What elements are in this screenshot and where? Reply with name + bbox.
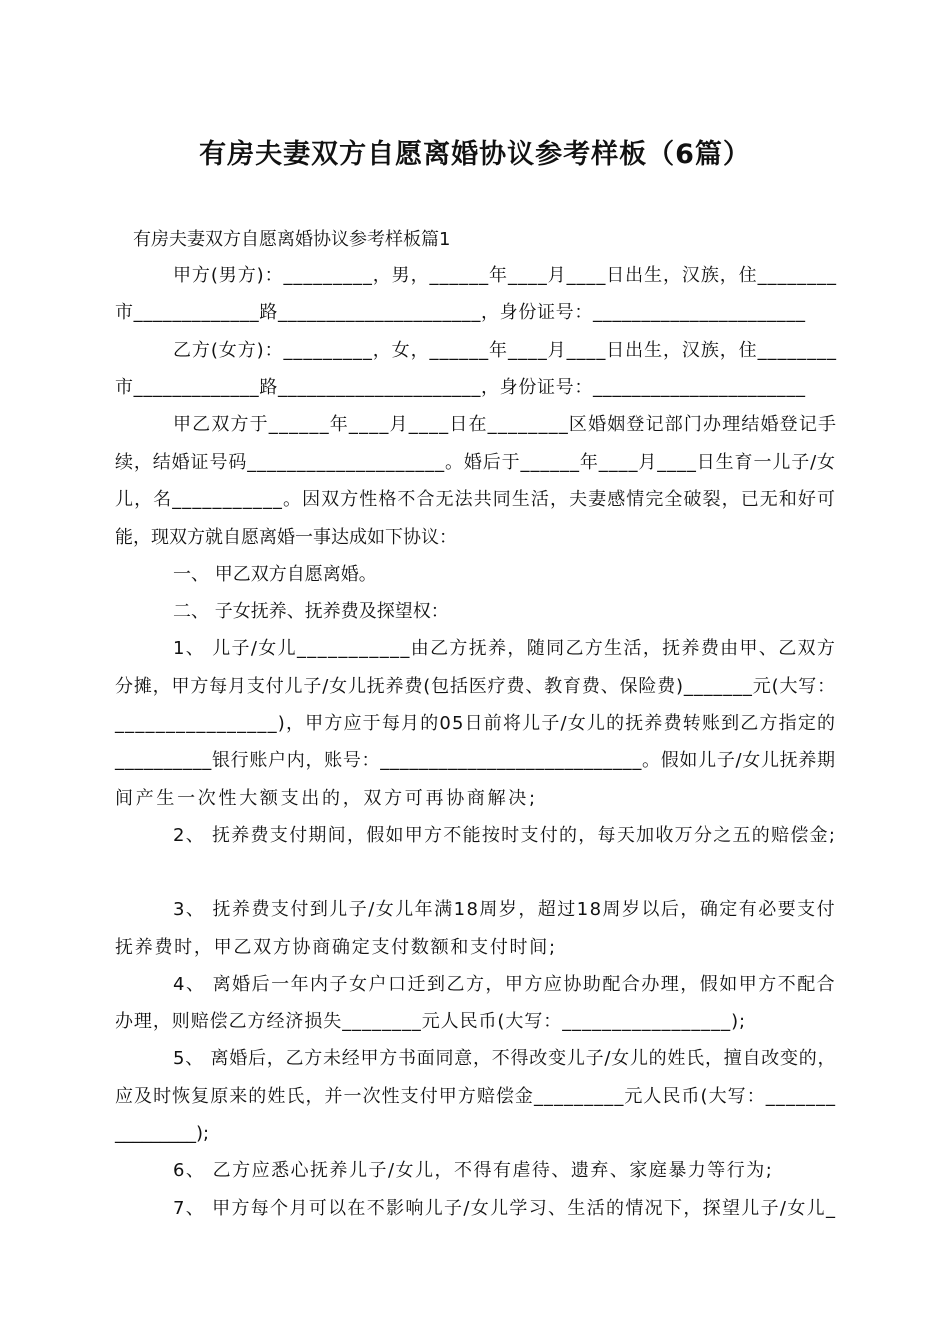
sub-clause-line: __________银行账户内，账号：___________________________。假如儿子/女儿抚养期 xyxy=(115,750,836,771)
section-heading: 有房夫妻双方自愿离婚协议参考样板篇1 xyxy=(133,229,451,250)
document-title: 有房夫妻双方自愿离婚协议参考样板（6篇） xyxy=(199,139,751,170)
sub-clause-line: 4、 离婚后一年内子女户口迁到乙方，甲方应协助配合办理，假如甲方不配合 xyxy=(173,974,837,995)
sub-clause-line: 抚养费时，甲乙双方协商确定支付数额和支付时间; xyxy=(115,937,557,958)
sub-clause-line: ________________)，甲方应于每月的05日前将儿子/女儿的抚养费转账到乙方指定的 xyxy=(115,713,837,734)
sub-clause-line: 应及时恢复原来的姓氏，并一次性支付甲方赔偿金_________元人民币(大写：_______ xyxy=(115,1086,837,1107)
sub-clause-line: _________); xyxy=(115,1123,210,1144)
sub-clause-line: 间产生一次性大额支出的，双方可再协商解决; xyxy=(115,788,538,809)
sub-clause-line: 办理，则赔偿乙方经济损失________元人民币(大写：_________________); xyxy=(115,1011,747,1032)
sub-clause-line: 3、 抚养费支付到儿子/女儿年满18周岁，超过18周岁以后，确定有必要支付 xyxy=(173,899,837,920)
paragraph-line: 甲乙双方于______年____月____日在________区婚姻登记部门办理结婚登记手 xyxy=(173,414,838,435)
sub-clause-line: 2、 抚养费支付期间，假如甲方不能按时支付的，每天加收万分之五的赔偿金; xyxy=(173,825,837,846)
paragraph-line: 市_____________路_____________________，身份证号：______________________ xyxy=(115,377,806,398)
sub-clause-line: 分摊，甲方每月支付儿子/女儿抚养费(包括医疗费、教育费、保险费)_______元(大写： xyxy=(115,676,836,697)
paragraph-line: 儿，名___________。因双方性格不合无法共同生活，夫妻感情完全破裂，已无和好可 xyxy=(115,489,837,510)
paragraph-line: 能，现双方就自愿离婚一事达成如下协议： xyxy=(115,527,457,548)
sub-clause-line: 1、 儿子/女儿___________由乙方抚养，随同乙方生活，抚养费由甲、乙双方 xyxy=(173,638,837,659)
clause-item: 一、 甲乙双方自愿离婚。 xyxy=(173,564,377,585)
sub-clause-line: 6、 乙方应悉心抚养儿子/女儿，不得有虐待、遗弃、家庭暴力等行为; xyxy=(173,1160,774,1181)
paragraph-line: 甲方(男方)：_________，男，______年____月____日出生，汉族，住________ xyxy=(173,265,837,286)
paragraph-line: 乙方(女方)：_________，女，______年____月____日出生，汉族，住________ xyxy=(173,340,837,361)
clause-item: 二、 子女抚养、抚养费及探望权： xyxy=(173,601,449,622)
sub-clause-line: 5、 离婚后，乙方未经甲方书面同意，不得改变儿子/女儿的姓氏，擅自改变的， xyxy=(173,1048,837,1069)
paragraph-line: 市_____________路_____________________，身份证号：______________________ xyxy=(115,302,806,323)
paragraph-line: 续，结婚证号码____________________。婚后于______年____月____日生育一儿子/女 xyxy=(115,452,836,473)
sub-clause-line: 7、 甲方每个月可以在不影响儿子/女儿学习、生活的情况下，探望儿子/女儿_ xyxy=(173,1198,837,1219)
